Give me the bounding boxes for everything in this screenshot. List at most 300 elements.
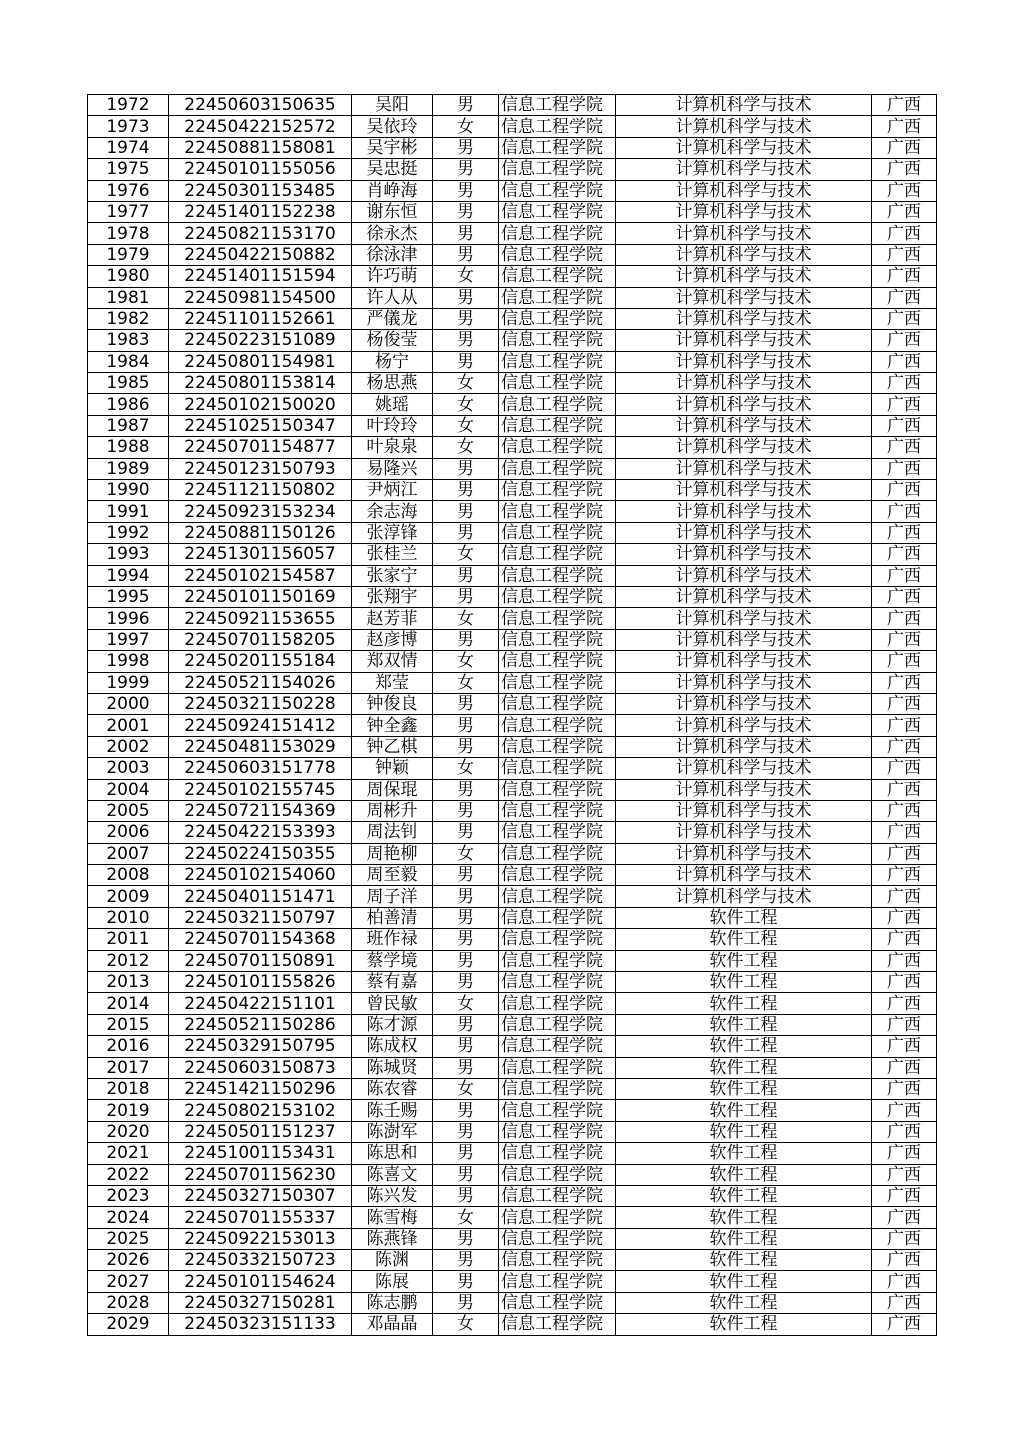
major-cell: 计算机科学与技术 <box>616 672 872 693</box>
seq-cell: 1986 <box>88 394 169 415</box>
name-cell: 周彬升 <box>352 800 433 821</box>
province-cell: 广西 <box>872 1228 937 1249</box>
major-cell: 软件工程 <box>616 972 872 993</box>
seq-cell: 2012 <box>88 950 169 971</box>
name-cell: 谢东恒 <box>352 201 433 222</box>
province-cell: 广西 <box>872 308 937 329</box>
seq-cell: 2027 <box>88 1271 169 1292</box>
college-cell: 信息工程学院 <box>499 629 616 650</box>
name-cell: 许巧萌 <box>352 266 433 287</box>
major-cell: 软件工程 <box>616 1314 872 1335</box>
name-cell: 陈思和 <box>352 1143 433 1164</box>
table-row <box>88 672 937 693</box>
major-cell: 计算机科学与技术 <box>616 822 872 843</box>
major-cell: 软件工程 <box>616 1228 872 1249</box>
college-cell: 信息工程学院 <box>499 865 616 886</box>
major-cell: 计算机科学与技术 <box>616 266 872 287</box>
table-row <box>88 1207 937 1228</box>
gender-cell: 男 <box>433 950 499 971</box>
province-cell: 广西 <box>872 565 937 586</box>
exam-id-cell: 22450101155056 <box>169 159 352 180</box>
major-cell: 软件工程 <box>616 907 872 928</box>
college-cell: 信息工程学院 <box>499 565 616 586</box>
table-row <box>88 1100 937 1121</box>
table-row <box>88 480 937 501</box>
province-cell: 广西 <box>872 693 937 714</box>
table-row <box>88 822 937 843</box>
exam-id-cell: 22450981154500 <box>169 287 352 308</box>
exam-id-cell: 22450801154981 <box>169 351 352 372</box>
exam-id-cell: 22450301153485 <box>169 180 352 201</box>
province-cell: 广西 <box>872 330 937 351</box>
major-cell: 计算机科学与技术 <box>616 693 872 714</box>
gender-cell: 女 <box>433 843 499 864</box>
gender-cell: 男 <box>433 244 499 265</box>
name-cell: 吴依玲 <box>352 116 433 137</box>
gender-cell: 男 <box>433 522 499 543</box>
major-cell: 软件工程 <box>616 950 872 971</box>
college-cell: 信息工程学院 <box>499 993 616 1014</box>
major-cell: 软件工程 <box>616 1014 872 1035</box>
table-row <box>88 394 937 415</box>
major-cell: 软件工程 <box>616 1164 872 1185</box>
gender-cell: 男 <box>433 480 499 501</box>
exam-id-cell: 22450102155745 <box>169 779 352 800</box>
gender-cell: 男 <box>433 929 499 950</box>
major-cell: 计算机科学与技术 <box>616 330 872 351</box>
college-cell: 信息工程学院 <box>499 1164 616 1185</box>
province-cell: 广西 <box>872 1057 937 1078</box>
major-cell: 计算机科学与技术 <box>616 736 872 757</box>
gender-cell: 男 <box>433 1271 499 1292</box>
college-cell: 信息工程学院 <box>499 351 616 372</box>
table-row <box>88 1143 937 1164</box>
province-cell: 广西 <box>872 437 937 458</box>
province-cell: 广西 <box>872 1185 937 1206</box>
gender-cell: 男 <box>433 1057 499 1078</box>
gender-cell: 男 <box>433 1164 499 1185</box>
exam-id-cell: 22450701150891 <box>169 950 352 971</box>
seq-cell: 1999 <box>88 672 169 693</box>
name-cell: 叶玲玲 <box>352 415 433 436</box>
exam-id-cell: 22450101155826 <box>169 972 352 993</box>
seq-cell: 2014 <box>88 993 169 1014</box>
name-cell: 陈成权 <box>352 1036 433 1057</box>
seq-cell: 1976 <box>88 180 169 201</box>
name-cell: 周法钊 <box>352 822 433 843</box>
table-row <box>88 1057 937 1078</box>
province-cell: 广西 <box>872 1014 937 1035</box>
exam-id-cell: 22450701154368 <box>169 929 352 950</box>
name-cell: 许人从 <box>352 287 433 308</box>
name-cell: 钟俊良 <box>352 693 433 714</box>
gender-cell: 男 <box>433 330 499 351</box>
gender-cell: 女 <box>433 1314 499 1335</box>
seq-cell: 1995 <box>88 586 169 607</box>
gender-cell: 男 <box>433 779 499 800</box>
exam-id-cell: 22450321150228 <box>169 693 352 714</box>
seq-cell: 1992 <box>88 522 169 543</box>
name-cell: 余志海 <box>352 501 433 522</box>
college-cell: 信息工程学院 <box>499 201 616 222</box>
gender-cell: 男 <box>433 865 499 886</box>
gender-cell: 男 <box>433 223 499 244</box>
name-cell: 陈壬赐 <box>352 1100 433 1121</box>
major-cell: 软件工程 <box>616 1292 872 1313</box>
name-cell: 陈志鹏 <box>352 1292 433 1313</box>
province-cell: 广西 <box>872 715 937 736</box>
gender-cell: 男 <box>433 800 499 821</box>
gender-cell: 女 <box>433 1078 499 1099</box>
seq-cell: 1984 <box>88 351 169 372</box>
gender-cell: 男 <box>433 586 499 607</box>
province-cell: 广西 <box>872 865 937 886</box>
exam-id-cell: 22451025150347 <box>169 415 352 436</box>
gender-cell: 男 <box>433 972 499 993</box>
province-cell: 广西 <box>872 544 937 565</box>
name-cell: 周艳柳 <box>352 843 433 864</box>
major-cell: 软件工程 <box>616 1078 872 1099</box>
name-cell: 徐永杰 <box>352 223 433 244</box>
seq-cell: 1989 <box>88 458 169 479</box>
gender-cell: 女 <box>433 373 499 394</box>
seq-cell: 1978 <box>88 223 169 244</box>
major-cell: 计算机科学与技术 <box>616 480 872 501</box>
table-row <box>88 1228 937 1249</box>
province-cell: 广西 <box>872 201 937 222</box>
table-row <box>88 373 937 394</box>
college-cell: 信息工程学院 <box>499 1078 616 1099</box>
name-cell: 柏善清 <box>352 907 433 928</box>
province-cell: 广西 <box>872 586 937 607</box>
gender-cell: 男 <box>433 736 499 757</box>
name-cell: 陈农睿 <box>352 1078 433 1099</box>
college-cell: 信息工程学院 <box>499 586 616 607</box>
name-cell: 张淳锋 <box>352 522 433 543</box>
province-cell: 广西 <box>872 950 937 971</box>
table-row <box>88 180 937 201</box>
college-cell: 信息工程学院 <box>499 907 616 928</box>
major-cell: 软件工程 <box>616 1100 872 1121</box>
table-row <box>88 330 937 351</box>
exam-id-cell: 22450422151101 <box>169 993 352 1014</box>
name-cell: 陈渊 <box>352 1250 433 1271</box>
college-cell: 信息工程学院 <box>499 736 616 757</box>
table-row <box>88 608 937 629</box>
table-row <box>88 1014 937 1035</box>
exam-id-cell: 22450422150882 <box>169 244 352 265</box>
exam-id-cell: 22450881150126 <box>169 522 352 543</box>
name-cell: 蔡有嘉 <box>352 972 433 993</box>
table-row <box>88 779 937 800</box>
province-cell: 广西 <box>872 1143 937 1164</box>
exam-id-cell: 22450101154624 <box>169 1271 352 1292</box>
exam-id-cell: 22450701155337 <box>169 1207 352 1228</box>
province-cell: 广西 <box>872 287 937 308</box>
gender-cell: 男 <box>433 565 499 586</box>
college-cell: 信息工程学院 <box>499 480 616 501</box>
seq-cell: 2026 <box>88 1250 169 1271</box>
name-cell: 张家宁 <box>352 565 433 586</box>
major-cell: 软件工程 <box>616 1271 872 1292</box>
exam-id-cell: 22451421150296 <box>169 1078 352 1099</box>
table-row <box>88 1250 937 1271</box>
seq-cell: 1974 <box>88 137 169 158</box>
table-row <box>88 308 937 329</box>
seq-cell: 2008 <box>88 865 169 886</box>
name-cell: 蔡学境 <box>352 950 433 971</box>
college-cell: 信息工程学院 <box>499 394 616 415</box>
name-cell: 周子洋 <box>352 886 433 907</box>
name-cell: 郑莹 <box>352 672 433 693</box>
seq-cell: 1987 <box>88 415 169 436</box>
seq-cell: 2011 <box>88 929 169 950</box>
college-cell: 信息工程学院 <box>499 223 616 244</box>
province-cell: 广西 <box>872 1036 937 1057</box>
gender-cell: 女 <box>433 437 499 458</box>
college-cell: 信息工程学院 <box>499 1057 616 1078</box>
seq-cell: 2005 <box>88 800 169 821</box>
major-cell: 计算机科学与技术 <box>616 351 872 372</box>
table-row <box>88 1036 937 1057</box>
seq-cell: 1994 <box>88 565 169 586</box>
name-cell: 赵芳菲 <box>352 608 433 629</box>
major-cell: 计算机科学与技术 <box>616 95 872 116</box>
college-cell: 信息工程学院 <box>499 843 616 864</box>
name-cell: 钟全鑫 <box>352 715 433 736</box>
roster-body <box>88 95 937 1336</box>
gender-cell: 男 <box>433 159 499 180</box>
exam-id-cell: 22450701158205 <box>169 629 352 650</box>
gender-cell: 女 <box>433 394 499 415</box>
name-cell: 张翔宇 <box>352 586 433 607</box>
major-cell: 计算机科学与技术 <box>616 116 872 137</box>
college-cell: 信息工程学院 <box>499 800 616 821</box>
college-cell: 信息工程学院 <box>499 758 616 779</box>
gender-cell: 男 <box>433 1228 499 1249</box>
major-cell: 计算机科学与技术 <box>616 437 872 458</box>
college-cell: 信息工程学院 <box>499 779 616 800</box>
name-cell: 叶泉泉 <box>352 437 433 458</box>
college-cell: 信息工程学院 <box>499 886 616 907</box>
major-cell: 计算机科学与技术 <box>616 779 872 800</box>
table-row <box>88 586 937 607</box>
province-cell: 广西 <box>872 522 937 543</box>
seq-cell: 1982 <box>88 308 169 329</box>
gender-cell: 女 <box>433 544 499 565</box>
college-cell: 信息工程学院 <box>499 972 616 993</box>
name-cell: 陈雪梅 <box>352 1207 433 1228</box>
gender-cell: 女 <box>433 266 499 287</box>
gender-cell: 男 <box>433 822 499 843</box>
major-cell: 软件工程 <box>616 1121 872 1142</box>
exam-id-cell: 22450321150797 <box>169 907 352 928</box>
table-row <box>88 993 937 1014</box>
exam-id-cell: 22450422153393 <box>169 822 352 843</box>
major-cell: 软件工程 <box>616 1057 872 1078</box>
exam-id-cell: 22451101152661 <box>169 308 352 329</box>
college-cell: 信息工程学院 <box>499 458 616 479</box>
major-cell: 计算机科学与技术 <box>616 565 872 586</box>
province-cell: 广西 <box>872 266 937 287</box>
exam-id-cell: 22450922153013 <box>169 1228 352 1249</box>
province-cell: 广西 <box>872 993 937 1014</box>
exam-id-cell: 22450801153814 <box>169 373 352 394</box>
seq-cell: 2025 <box>88 1228 169 1249</box>
table-row <box>88 1164 937 1185</box>
name-cell: 班作禄 <box>352 929 433 950</box>
college-cell: 信息工程学院 <box>499 159 616 180</box>
name-cell: 陈才源 <box>352 1014 433 1035</box>
name-cell: 钟乙棋 <box>352 736 433 757</box>
exam-id-cell: 22450881158081 <box>169 137 352 158</box>
name-cell: 吴阳 <box>352 95 433 116</box>
seq-cell: 1997 <box>88 629 169 650</box>
province-cell: 广西 <box>872 1314 937 1335</box>
table-row <box>88 501 937 522</box>
province-cell: 广西 <box>872 137 937 158</box>
table-row <box>88 565 937 586</box>
exam-id-cell: 22450521150286 <box>169 1014 352 1035</box>
college-cell: 信息工程学院 <box>499 437 616 458</box>
table-row <box>88 1271 937 1292</box>
college-cell: 信息工程学院 <box>499 137 616 158</box>
province-cell: 广西 <box>872 1292 937 1313</box>
name-cell: 吴忠挺 <box>352 159 433 180</box>
major-cell: 计算机科学与技术 <box>616 715 872 736</box>
seq-cell: 2013 <box>88 972 169 993</box>
seq-cell: 2028 <box>88 1292 169 1313</box>
name-cell: 赵彦博 <box>352 629 433 650</box>
college-cell: 信息工程学院 <box>499 672 616 693</box>
gender-cell: 男 <box>433 1121 499 1142</box>
college-cell: 信息工程学院 <box>499 822 616 843</box>
gender-cell: 女 <box>433 672 499 693</box>
table-row <box>88 522 937 543</box>
college-cell: 信息工程学院 <box>499 373 616 394</box>
gender-cell: 男 <box>433 715 499 736</box>
name-cell: 陈城贤 <box>352 1057 433 1078</box>
table-row <box>88 1314 937 1335</box>
exam-id-cell: 22450201155184 <box>169 651 352 672</box>
name-cell: 陈澍军 <box>352 1121 433 1142</box>
major-cell: 计算机科学与技术 <box>616 180 872 201</box>
province-cell: 广西 <box>872 373 937 394</box>
table-row <box>88 1292 937 1313</box>
exam-id-cell: 22450102154587 <box>169 565 352 586</box>
province-cell: 广西 <box>872 907 937 928</box>
major-cell: 计算机科学与技术 <box>616 394 872 415</box>
name-cell: 肖峥海 <box>352 180 433 201</box>
name-cell: 曾民敏 <box>352 993 433 1014</box>
college-cell: 信息工程学院 <box>499 1185 616 1206</box>
province-cell: 广西 <box>872 415 937 436</box>
exam-id-cell: 22450603151778 <box>169 758 352 779</box>
exam-id-cell: 22450332150723 <box>169 1250 352 1271</box>
college-cell: 信息工程学院 <box>499 1100 616 1121</box>
gender-cell: 女 <box>433 415 499 436</box>
seq-cell: 2019 <box>88 1100 169 1121</box>
seq-cell: 2020 <box>88 1121 169 1142</box>
college-cell: 信息工程学院 <box>499 1228 616 1249</box>
table-row <box>88 758 937 779</box>
name-cell: 张桂兰 <box>352 544 433 565</box>
college-cell: 信息工程学院 <box>499 1207 616 1228</box>
table-row <box>88 865 937 886</box>
province-cell: 广西 <box>872 223 937 244</box>
major-cell: 计算机科学与技术 <box>616 800 872 821</box>
college-cell: 信息工程学院 <box>499 715 616 736</box>
exam-id-cell: 22450401151471 <box>169 886 352 907</box>
table-row <box>88 1121 937 1142</box>
major-cell: 计算机科学与技术 <box>616 586 872 607</box>
name-cell: 陈燕锋 <box>352 1228 433 1249</box>
gender-cell: 男 <box>433 1292 499 1313</box>
major-cell: 计算机科学与技术 <box>616 159 872 180</box>
name-cell: 陈兴发 <box>352 1185 433 1206</box>
major-cell: 软件工程 <box>616 1143 872 1164</box>
college-cell: 信息工程学院 <box>499 1143 616 1164</box>
seq-cell: 2024 <box>88 1207 169 1228</box>
gender-cell: 男 <box>433 137 499 158</box>
major-cell: 计算机科学与技术 <box>616 308 872 329</box>
table-row <box>88 1078 937 1099</box>
table-row <box>88 266 937 287</box>
name-cell: 吴宇彬 <box>352 137 433 158</box>
gender-cell: 男 <box>433 1250 499 1271</box>
gender-cell: 男 <box>433 1014 499 1035</box>
name-cell: 杨思燕 <box>352 373 433 394</box>
gender-cell: 女 <box>433 758 499 779</box>
seq-cell: 1973 <box>88 116 169 137</box>
gender-cell: 男 <box>433 458 499 479</box>
major-cell: 计算机科学与技术 <box>616 501 872 522</box>
seq-cell: 2015 <box>88 1014 169 1035</box>
college-cell: 信息工程学院 <box>499 180 616 201</box>
seq-cell: 2022 <box>88 1164 169 1185</box>
major-cell: 计算机科学与技术 <box>616 843 872 864</box>
table-row <box>88 437 937 458</box>
province-cell: 广西 <box>872 608 937 629</box>
major-cell: 计算机科学与技术 <box>616 608 872 629</box>
table-row <box>88 950 937 971</box>
major-cell: 计算机科学与技术 <box>616 886 872 907</box>
gender-cell: 男 <box>433 1185 499 1206</box>
gender-cell: 男 <box>433 907 499 928</box>
seq-cell: 1979 <box>88 244 169 265</box>
seq-cell: 1980 <box>88 266 169 287</box>
province-cell: 广西 <box>872 95 937 116</box>
name-cell: 徐泳津 <box>352 244 433 265</box>
college-cell: 信息工程学院 <box>499 929 616 950</box>
province-cell: 广西 <box>872 351 937 372</box>
college-cell: 信息工程学院 <box>499 1121 616 1142</box>
province-cell: 广西 <box>872 800 937 821</box>
college-cell: 信息工程学院 <box>499 1314 616 1335</box>
province-cell: 广西 <box>872 972 937 993</box>
seq-cell: 2021 <box>88 1143 169 1164</box>
province-cell: 广西 <box>872 779 937 800</box>
seq-cell: 1972 <box>88 95 169 116</box>
seq-cell: 2029 <box>88 1314 169 1335</box>
college-cell: 信息工程学院 <box>499 266 616 287</box>
college-cell: 信息工程学院 <box>499 95 616 116</box>
exam-id-cell: 22451121150802 <box>169 480 352 501</box>
exam-id-cell: 22450101150169 <box>169 586 352 607</box>
province-cell: 广西 <box>872 843 937 864</box>
college-cell: 信息工程学院 <box>499 415 616 436</box>
major-cell: 软件工程 <box>616 1250 872 1271</box>
